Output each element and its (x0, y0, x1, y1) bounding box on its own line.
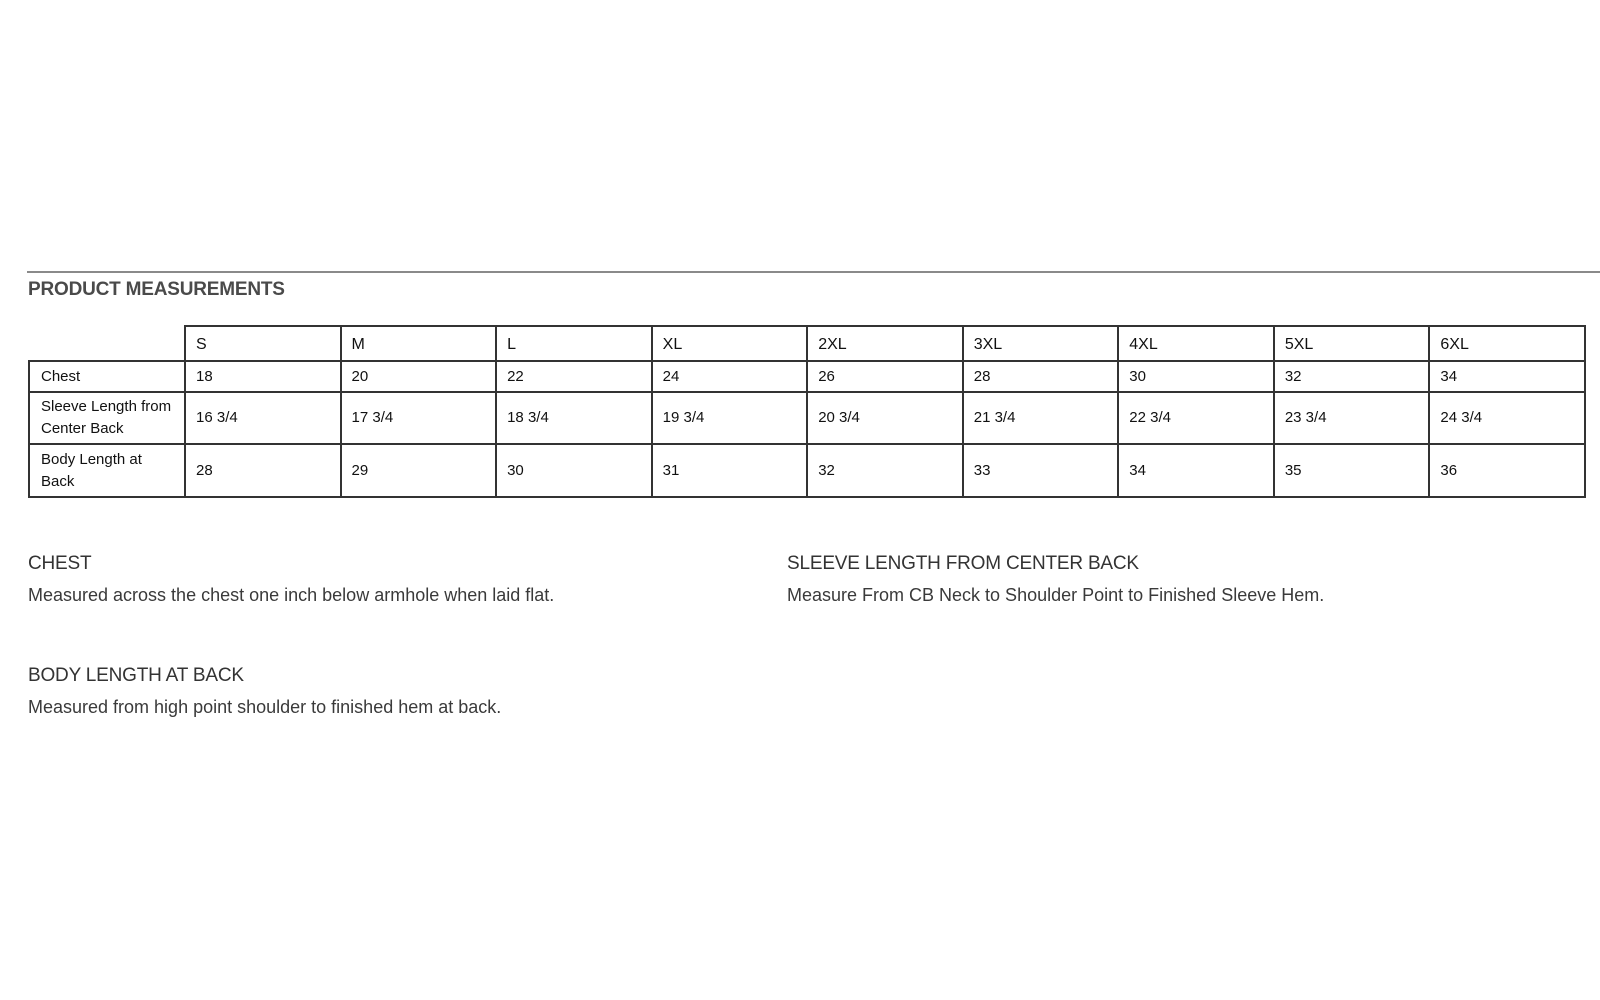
size-header-4xl: 4XL (1118, 326, 1274, 361)
section-title: PRODUCT MEASUREMENTS (28, 279, 285, 300)
chest-definition (28, 553, 554, 606)
table-cell: 22 (496, 361, 652, 392)
table-cell: 16 3/4 (185, 392, 341, 444)
table-row-chest (29, 361, 1585, 392)
table-cell: 20 3/4 (807, 392, 963, 444)
table-cell: 31 (652, 444, 808, 497)
size-header-6xl: 6XL (1429, 326, 1585, 361)
table-cell: 30 (496, 444, 652, 497)
table-cell: 24 (652, 361, 808, 392)
row-label-chest: Chest (29, 361, 185, 392)
table-row-sleeve-length (29, 392, 1585, 444)
table-cell: 34 (1429, 361, 1585, 392)
table-cell: 28 (185, 444, 341, 497)
size-header-s: S (185, 326, 341, 361)
size-header-5xl: 5XL (1274, 326, 1430, 361)
table-cell: 18 (185, 361, 341, 392)
measurements-table (28, 325, 1586, 498)
table-cell: 34 (1118, 444, 1274, 497)
chest-definition-title: CHEST (28, 553, 92, 574)
table-cell: 18 3/4 (496, 392, 652, 444)
sleeve-definition-title: SLEEVE LENGTH FROM CENTER BACK (787, 553, 1139, 574)
table-cell: 19 3/4 (652, 392, 808, 444)
table-cell: 20 (341, 361, 497, 392)
chest-definition-text: Measured across the chest one inch below armhole when laid flat. (28, 585, 555, 605)
table-cell: 29 (341, 444, 497, 497)
table-cell: 23 3/4 (1274, 392, 1430, 444)
table-cell: 24 3/4 (1429, 392, 1585, 444)
table-cell: 30 (1118, 361, 1274, 392)
section-divider (27, 271, 1600, 273)
size-header-row (29, 326, 1585, 361)
sleeve-definition-text: Measure From CB Neck to Shoulder Point to Finished Sleeve Hem. (787, 585, 1325, 605)
size-header-m: M (341, 326, 497, 361)
size-header-3xl: 3XL (963, 326, 1119, 361)
table-cell: 22 3/4 (1118, 392, 1274, 444)
row-label-sleeve-length: Sleeve Length from Center Back (29, 392, 185, 444)
table-row-body-length (29, 444, 1585, 497)
body-length-definition (28, 665, 501, 718)
table-cell: 26 (807, 361, 963, 392)
body-length-definition-text: Measured from high point shoulder to finished hem at back. (28, 697, 502, 717)
table-cell: 17 3/4 (341, 392, 497, 444)
table-cell: 32 (1274, 361, 1430, 392)
table-cell: 35 (1274, 444, 1430, 497)
table-cell: 28 (963, 361, 1119, 392)
table-cell: 33 (963, 444, 1119, 497)
size-header-xl: XL (652, 326, 808, 361)
table-corner-cell (29, 326, 185, 361)
table-cell: 21 3/4 (963, 392, 1119, 444)
size-header-l: L (496, 326, 652, 361)
row-label-body-length: Body Length at Back (29, 444, 185, 497)
size-header-2xl: 2XL (807, 326, 963, 361)
table-cell: 32 (807, 444, 963, 497)
body-length-definition-title: BODY LENGTH AT BACK (28, 665, 244, 686)
sleeve-definition (787, 553, 1324, 606)
table-cell: 36 (1429, 444, 1585, 497)
